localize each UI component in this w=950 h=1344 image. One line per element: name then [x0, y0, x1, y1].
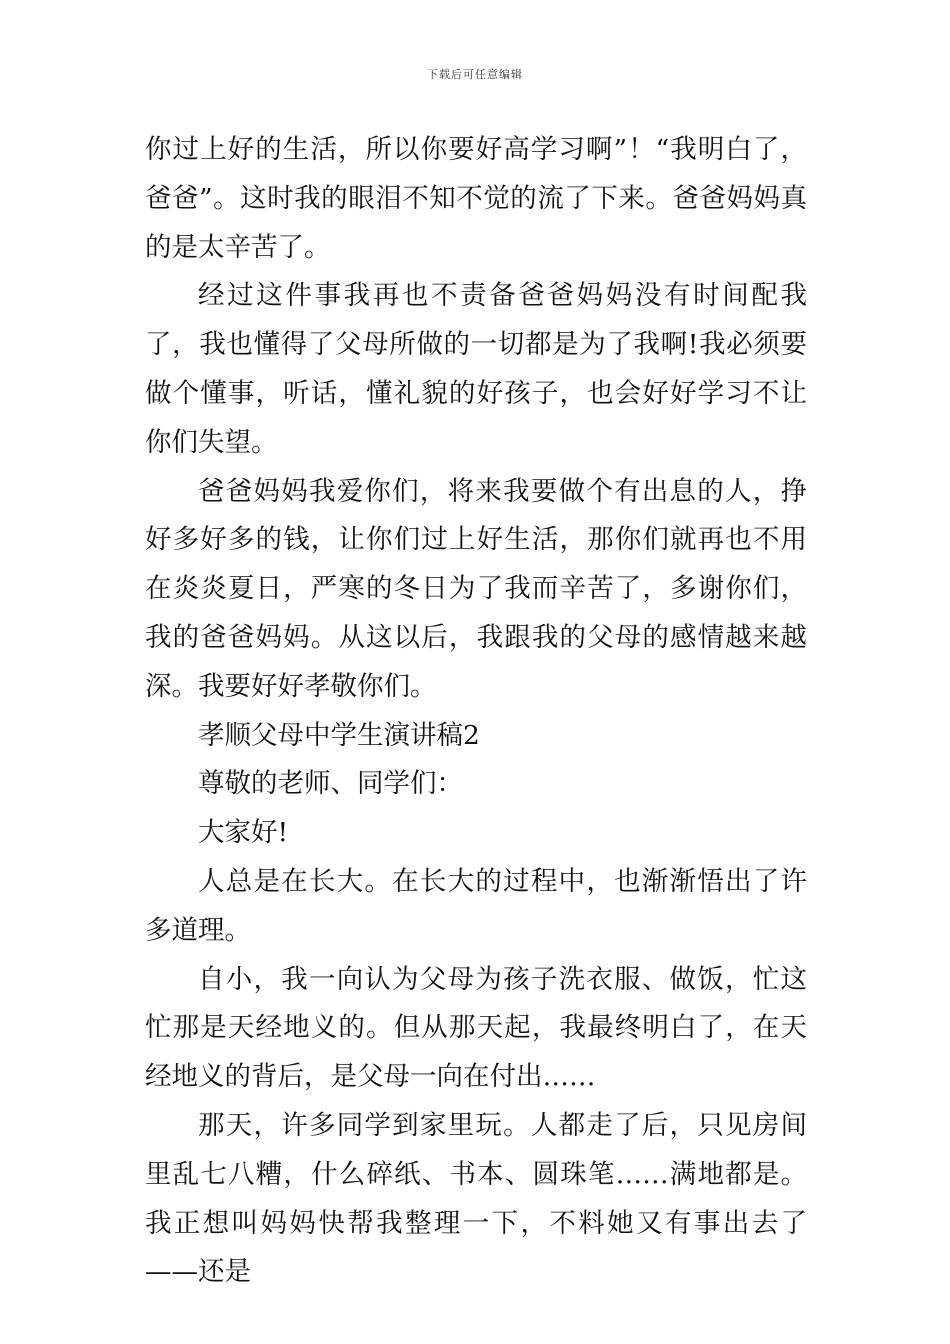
paragraph-3: 爸爸妈妈我爱你们，将来我要做个有出息的人，挣好多好多的钱，让你们过上好生活，那你们就再也不用在炎炎夏日，严寒的冬日为了我而辛苦了，多谢你们，我的爸爸妈妈。从这以后，我跟我的父母的感情越来越深。我要好好孝敬你们。 [145, 475, 807, 702]
paragraph-6: 那天，许多同学到家里玩。人都走了后，只见房间里乱七八糟，什么碎纸、书本、圆珠笔……满地都是。我正想叫妈妈快帮我整理一下，不料她又有事出去了——还是 [145, 1109, 807, 1288]
page-header: 下载后可任意编辑 [427, 68, 523, 81]
document-body [145, 126, 807, 1297]
paragraph-4: 人总是在长大。在长大的过程中，也渐渐悟出了许多道理。 [145, 865, 807, 946]
paragraph-2: 经过这件事我再也不责备爸爸妈妈没有时间配我了，我也懂得了父母所做的一切都是为了我啊!我必须要做个懂事，听话，懂礼貌的好孩子，也会好好学习不让你们失望。 [145, 280, 807, 458]
section-title: 孝顺父母中学生演讲稿2 [198, 719, 480, 751]
salutation: 尊敬的老师、同学们： [198, 768, 463, 800]
paragraph-5: 自小，我一向认为父母为孩子洗衣服、做饭，忙这忙那是天经地义的。但从那天起，我最终明白了，在天经地义的背后，是父母一向在付出…… [145, 963, 807, 1093]
greeting: 大家好! [198, 817, 289, 849]
paragraph-1: 你过上好的生活，所以你要好高学习啊”！“我明白了，爸爸”。这时我的眼泪不知不觉的流了下来。爸爸妈妈真的是太辛苦了。 [145, 134, 807, 263]
